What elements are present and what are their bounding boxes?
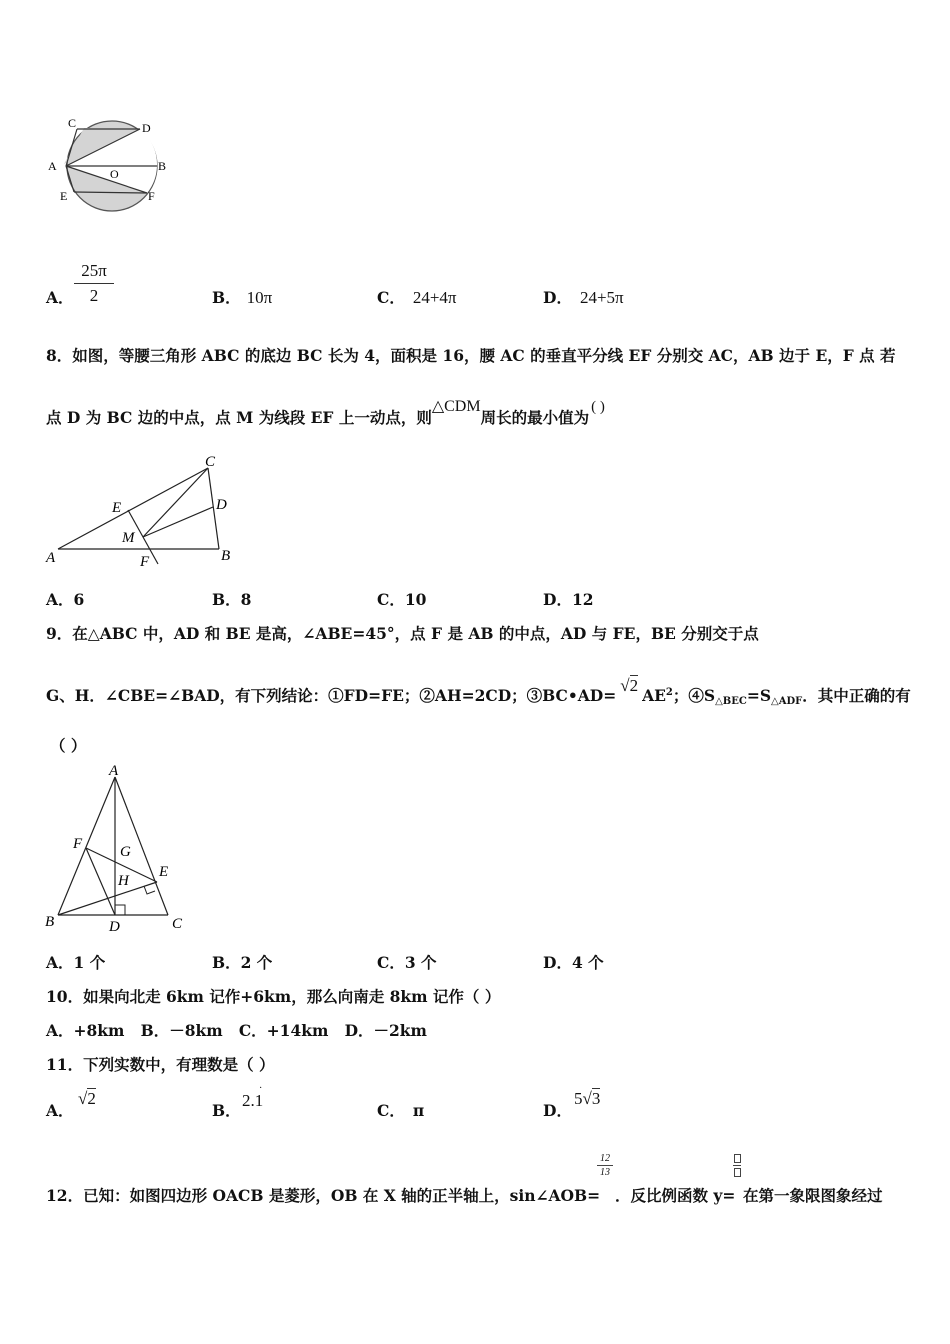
q11-option-c-key: C．: [377, 1101, 405, 1120]
q7-option-b[interactable]: [212, 286, 272, 308]
q9-label-g: G: [120, 844, 131, 860]
q9-answer-paren: （ ）: [50, 736, 87, 755]
q7-label-f: F: [148, 189, 155, 203]
q11-option-d-coef: 5: [574, 1089, 583, 1108]
q8-label-c: C: [205, 454, 216, 470]
q9-text-e: ．其中正确的有: [802, 686, 911, 705]
q11-option-d-key: D．: [543, 1101, 572, 1120]
q7-option-a-key: A．: [46, 288, 74, 307]
q9-label-b: B: [45, 914, 55, 930]
q9-subscript-adf: △ADF: [771, 696, 803, 707]
q9-text-c: ；④S: [672, 686, 716, 705]
q8-label-f: F: [140, 554, 150, 570]
q11-repeating-dot: ·: [259, 1083, 263, 1094]
q9-label-e: E: [159, 864, 169, 880]
q9-text-a: G、H．∠CBE=∠BAD，有下列结论：①FD=FE；②AH=2CD；③BC•AD=: [46, 686, 617, 705]
q8-option-a[interactable]: A．6: [46, 590, 85, 609]
q11-option-b-value: 2.1: [242, 1091, 264, 1110]
q12-sin-fraction: [597, 1153, 613, 1178]
q9-triangle-figure: [40, 760, 200, 938]
q12-function-fraction: [733, 1154, 741, 1177]
q11-option-d-radicand: 3: [591, 1089, 601, 1108]
q9-label-h: H: [118, 873, 129, 889]
q8-label-e: E: [112, 500, 122, 516]
q9-sqrt: √2: [620, 676, 639, 695]
q9-superscript: 2: [665, 687, 673, 698]
q7-option-c-key: C．: [377, 288, 405, 307]
q11-option-d[interactable]: [543, 1099, 572, 1121]
q8-triangle-figure: [40, 452, 240, 572]
q8-text-line1: 8．如图，等腰三角形 ABC 的底边 BC 长为 4，面积是 16，腰 AC 的垂直平分线 EF 分别交 AC，AB 边于 E，F 点 若: [46, 346, 896, 365]
q8-label-d: D: [216, 497, 227, 513]
q8-text-pre: 点 D 为 BC 边的中点，点 M 为线段 EF 上一动点，则: [46, 408, 432, 427]
q7-fraction-denominator: 2: [89, 286, 99, 305]
q9-text-line1: 9．在△ABC 中，AD 和 BE 是高，∠ABE=45°，点 F 是 AB 的中点，AD 与 FE，BE 分别交于点: [46, 624, 759, 643]
q9-option-d[interactable]: D．4 个: [543, 953, 604, 972]
q8-option-c[interactable]: C．10: [377, 590, 427, 609]
q12-func-denominator-box: [734, 1168, 741, 1177]
q8-text-line2: [46, 398, 605, 428]
q9-label-c: C: [172, 916, 183, 932]
q7-circle-figure: [44, 112, 174, 217]
q12-text-c: 在第一象限图象经过: [743, 1186, 883, 1205]
q11-option-a[interactable]: [46, 1099, 74, 1121]
q9-label-d: D: [109, 919, 120, 935]
q7-option-b-key: B．: [212, 288, 241, 307]
q12-func-numerator-box: [734, 1154, 741, 1163]
q9-subscript-bec: △BEC: [715, 696, 747, 707]
q8-label-a: A: [46, 550, 56, 566]
q11-option-c-value: π: [412, 1101, 425, 1120]
q12-text-a: 12．已知：如图四边形 OACB 是菱形，OB 在 X 轴的正半轴上，sin∠AOB=: [46, 1186, 601, 1205]
q9-text-d: =S: [746, 686, 772, 705]
q12-fraction-bar: [597, 1165, 613, 1166]
q7-option-c[interactable]: [377, 286, 457, 308]
q7-label-a: A: [48, 159, 57, 173]
q11-option-a-sqrt: √2: [78, 1089, 96, 1108]
q9-option-c[interactable]: C．3 个: [377, 953, 437, 972]
q11-text: 11．下列实数中，有理数是（ ）: [46, 1055, 275, 1074]
q10-text: 10．如果向北走 6km 记作+6km，那么向南走 8km 记作（ ）: [46, 987, 501, 1006]
q7-fraction-bar: [74, 283, 114, 284]
q7-option-d-key: D．: [543, 288, 572, 307]
q7-option-d[interactable]: [543, 286, 624, 308]
q11-option-b-key: B．: [212, 1101, 241, 1120]
q11-option-b[interactable]: [212, 1099, 241, 1121]
q9-sqrt-value: 2: [629, 676, 639, 695]
q8-label-b: B: [221, 548, 231, 564]
q11-option-a-key: A．: [46, 1101, 74, 1120]
q7-option-a[interactable]: [46, 286, 74, 308]
q11-option-d-expr: 5√3: [574, 1089, 601, 1108]
q9-text-line2: [46, 676, 911, 707]
q8-label-m: M: [122, 530, 135, 546]
q11-option-a-radicand: 2: [87, 1089, 96, 1108]
q9-option-b[interactable]: B．2 个: [212, 953, 273, 972]
q8-answer-paren: ( ): [591, 399, 605, 415]
q7-label-o: O: [110, 167, 119, 181]
q7-label-d: D: [142, 121, 151, 135]
q8-option-d[interactable]: D．12: [543, 590, 594, 609]
q7-option-d-value: 24+5π: [579, 288, 624, 307]
q9-text-b: AE: [642, 686, 666, 705]
q10-options[interactable]: A．+8km B．－8km C．+14km D．－2km: [46, 1021, 427, 1040]
q7-label-e: E: [60, 189, 68, 203]
q12-func-bar: [733, 1165, 741, 1166]
q9-label-f: F: [73, 836, 83, 852]
q12-fraction-numerator: 12: [600, 1153, 610, 1164]
q7-option-b-value: 10π: [246, 288, 273, 307]
q7-label-c: C: [68, 116, 77, 130]
q9-option-a[interactable]: A．1 个: [46, 953, 106, 972]
q8-text-post: 周长的最小值为: [480, 408, 590, 427]
q7-label-b: B: [158, 159, 167, 173]
q9-label-a: A: [109, 763, 119, 779]
q8-option-b[interactable]: B．8: [212, 590, 252, 609]
q7-option-a-fraction: [74, 261, 114, 306]
q7-option-c-value: 24+4π: [412, 288, 457, 307]
q12-fraction-denominator: 13: [600, 1167, 610, 1178]
q8-math-cdm: △CDM: [431, 398, 481, 415]
q12-text-b: ．反比例函数 y=: [615, 1186, 736, 1205]
q11-option-c[interactable]: [377, 1099, 424, 1121]
q7-fraction-numerator: 25π: [81, 261, 107, 280]
